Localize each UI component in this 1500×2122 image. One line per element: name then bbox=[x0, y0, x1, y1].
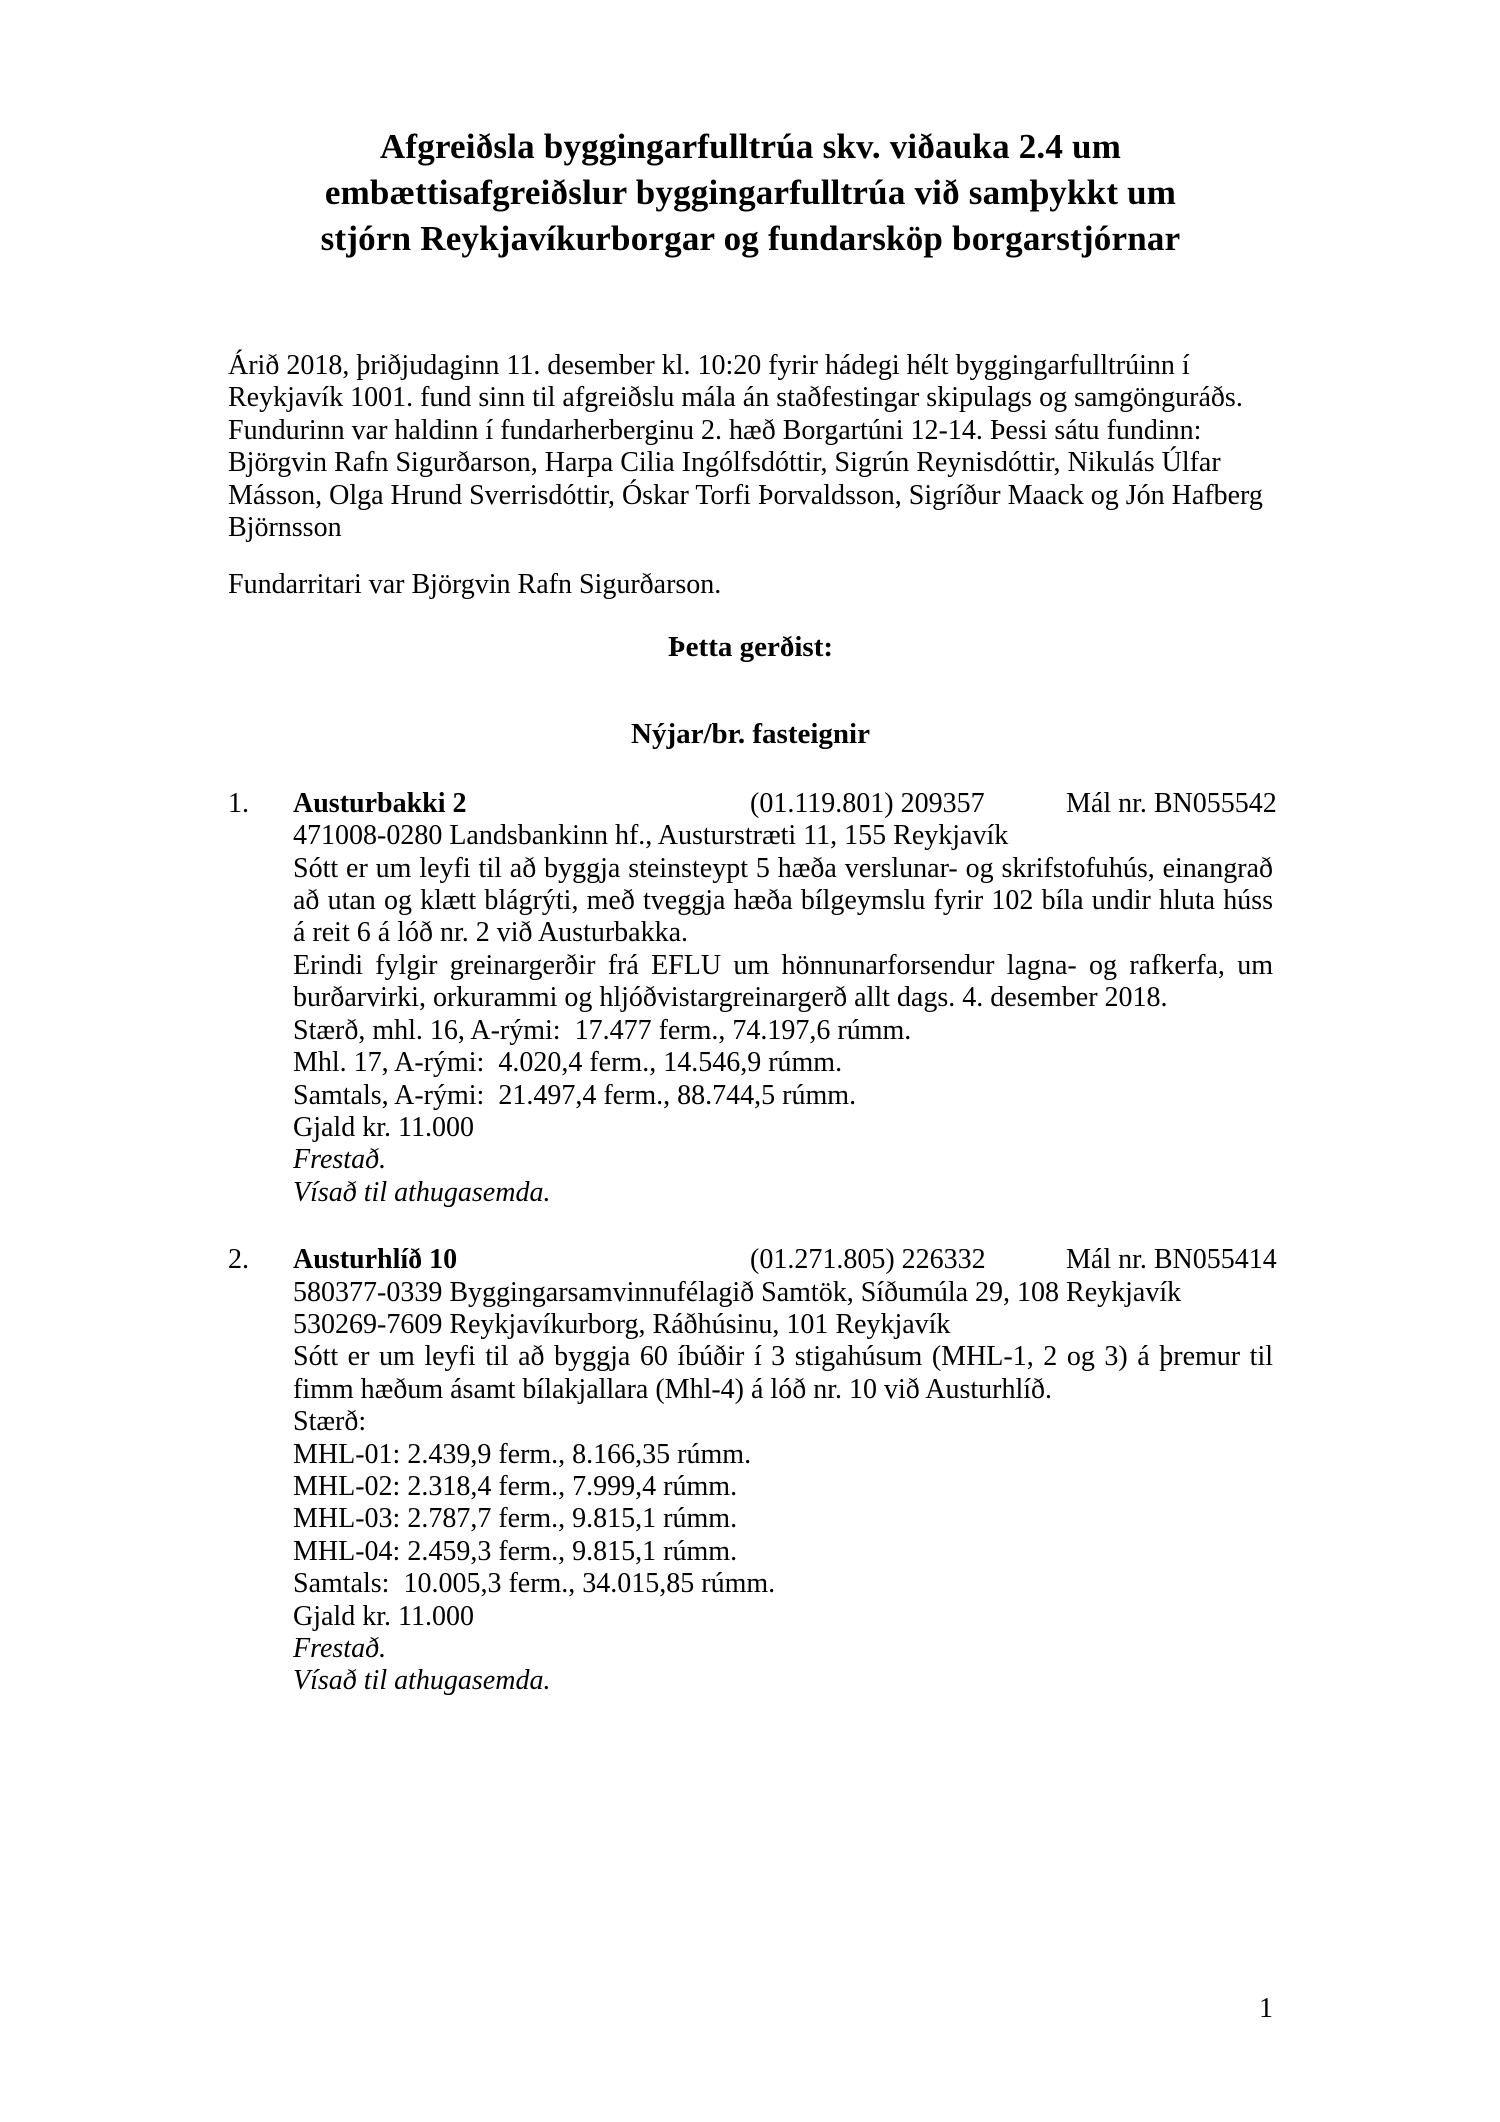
case-detail-line: Samtals, A-rými: 21.497,4 ferm., 88.744,5 rúmm. bbox=[293, 1079, 857, 1111]
case-ref: Mál nr. BN055542 bbox=[1066, 787, 1277, 819]
case-detail-line: Mhl. 17, A-rými: 4.020,4 ferm., 14.546,9 rúmm. bbox=[293, 1047, 843, 1079]
case-party: 471008-0280 Landsbankinn hf., Austurstræti 11, 155 Reykjavík bbox=[293, 820, 1009, 852]
section-heading: Nýjar/br. fasteignir bbox=[631, 717, 870, 750]
proceedings-heading: Þetta gerðist: bbox=[667, 630, 834, 663]
case-detail-line: MHL-02: 2.318,4 ferm., 7.999,4 rúmm. bbox=[293, 1470, 738, 1502]
case-body bbox=[293, 1244, 1277, 1698]
case-header bbox=[293, 787, 1277, 820]
page-number: 1 bbox=[1259, 1993, 1273, 2024]
case-list bbox=[228, 787, 1277, 1698]
case-name: Austurbakki 2 bbox=[293, 787, 467, 819]
case-detail-line: MHL-04: 2.459,3 ferm., 9.815,1 rúmm. bbox=[293, 1535, 738, 1567]
case-decision-line: Frestað. bbox=[293, 1144, 387, 1176]
case-detail-line: Gjald kr. 11.000 bbox=[293, 1600, 474, 1632]
case-name: Austurhlíð 10 bbox=[293, 1244, 458, 1276]
case-detail-line: Samtals: 10.005,3 ferm., 34.015,85 rúmm. bbox=[293, 1568, 776, 1600]
case-ref: Mál nr. BN055414 bbox=[1066, 1244, 1277, 1276]
case-decision-line: Vísað til athugasemda. bbox=[293, 1176, 551, 1208]
case-decision-line: Vísað til athugasemda. bbox=[293, 1665, 551, 1697]
case-party: 580377-0339 Byggingarsamvinnufélagið Samtök, Síðumúla 29, 108 Reykjavík bbox=[293, 1276, 1182, 1308]
case-detail-line: Stærð, mhl. 16, A-rými: 17.477 ferm., 74.197,6 rúmm. bbox=[293, 1014, 912, 1046]
case-paragraph: Sótt er um leyfi til að byggja steinsteypt 5 hæða verslunar- og skrifstofuhús, einangrað að utan og klætt blágrýti, með tveggja hæða bílgeymslu fyrir 102 bíla undir hluta húss á reit 6 á lóð nr. 2 við Austurbakka. bbox=[293, 852, 1273, 949]
case-property-ref: (01.271.805) 226332 bbox=[750, 1244, 986, 1276]
case-number: 1. bbox=[228, 787, 249, 819]
case-item-austurhlid-10 bbox=[228, 1244, 1277, 1698]
page-content bbox=[228, 0, 1277, 1698]
case-detail-line: Stærð: bbox=[293, 1406, 367, 1438]
case-body bbox=[293, 787, 1277, 1209]
case-detail-line: MHL-03: 2.787,7 ferm., 9.815,1 rúmm. bbox=[293, 1503, 738, 1535]
case-detail-line: Gjald kr. 11.000 bbox=[293, 1111, 474, 1143]
case-number: 2. bbox=[228, 1244, 249, 1276]
title-line-3: stjórn Reykjavíkurborgar og fundarsköp borgarstjórnar bbox=[320, 219, 1181, 258]
case-decision-line: Frestað. bbox=[293, 1633, 387, 1664]
case-party: 530269-7609 Reykjavíkurborg, Ráðhúsinu, 101 Reykjavík bbox=[293, 1308, 951, 1340]
title-line-2: embættisafgreiðslur byggingarfulltrúa við samþykkt um bbox=[324, 173, 1177, 212]
secretary-line: Fundarritari var Björgvin Rafn Sigurðarson. bbox=[228, 569, 722, 601]
case-detail-line: MHL-01: 2.439,9 ferm., 8.166,35 rúmm. bbox=[293, 1438, 752, 1470]
document-title bbox=[228, 124, 1273, 262]
case-paragraph: Sótt er um leyfi til að byggja 60 íbúðir í 3 stigahúsum (MHL-1, 2 og 3) á þremur til fimm hæðum ásamt bílakjallara (Mhl-4) á lóð nr. 10 við Austurhlíð. bbox=[293, 1341, 1273, 1405]
case-item-austurbakki-2 bbox=[228, 787, 1277, 1209]
case-property-ref: (01.119.801) 209357 bbox=[750, 787, 985, 819]
title-line-1: Afgreiðsla byggingarfulltrúa skv. viðauka 2.4 um bbox=[379, 127, 1122, 166]
intro-paragraph: Árið 2018, þriðjudaginn 11. desember kl. 10:20 fyrir hádegi hélt byggingarfulltrúinn í Reykjavík 1001. fund sinn til afgreiðslu mála án staðfestingar skipulags og samgönguráðs. Fundurinn var haldinn í fundarherberginu 2. hæð Borgartúni 12-14. Þessi sátu fundinn: Björgvin Rafn Sigurðarson, Harpa Cilia Ingólfsdóttir, Sigrún Reynisdóttir, Nikulás Úlfar Másson, Olga Hrund Sverrisdóttir, Óskar Torfi Þorvaldsson, Sigríður Maack og Jón Hafberg Björnsson bbox=[228, 350, 1263, 544]
case-paragraph: Erindi fylgir greinargerðir frá EFLU um hönnunarforsendur lagna- og rafkerfa, um burðarvirki, orkurammi og hljóðvistargreinargerð allt dags. 4. desember 2018. bbox=[293, 949, 1273, 1014]
case-header bbox=[293, 1244, 1277, 1276]
